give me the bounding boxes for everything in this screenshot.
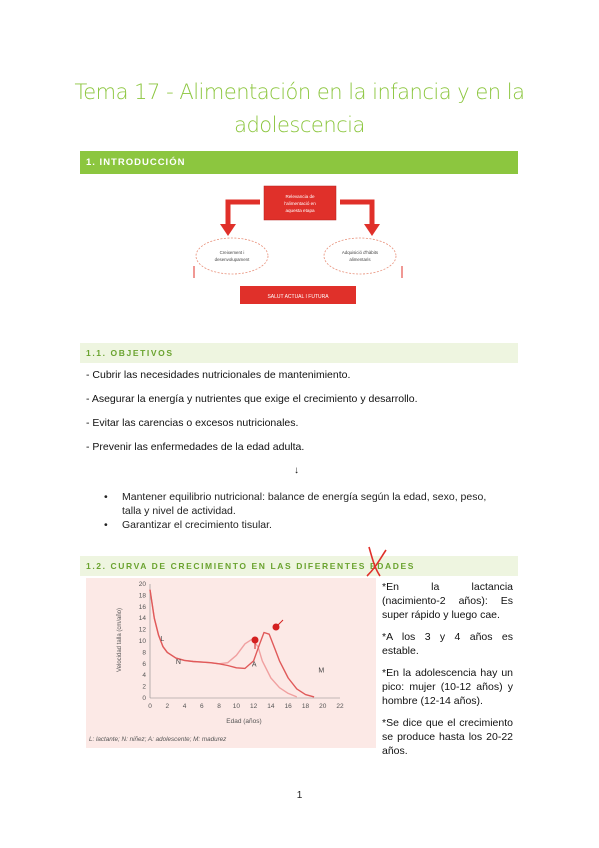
note: *Se dice que el crecimiento se produce hasta los 20-22 años. — [382, 717, 513, 757]
chart-y-axis-label: Velocidad talla (cm/año) — [117, 607, 123, 673]
objective-line: - Asegurar la energía y nutrientes que exige el crecimiento y desarrollo. — [86, 393, 418, 405]
y-tick-label: 8 — [142, 649, 146, 657]
objective-bullets — [104, 490, 504, 532]
diagram-top-text-3: aquesta etapa — [285, 208, 315, 213]
arrow-right — [340, 202, 372, 224]
x-tick-label: 14 — [267, 703, 275, 710]
x-tick-label: 12 — [250, 703, 258, 710]
objective-line: - Evitar las carencias o excesos nutricionales. — [86, 417, 299, 429]
x-tick-label: 0 — [148, 703, 152, 710]
x-tick-label: 2 — [165, 703, 170, 710]
objective-line: - Cubrir las necesidades nutricionales de mantenimiento. — [86, 369, 351, 381]
x-tick-label: 4 — [182, 703, 187, 710]
chart-notes — [382, 580, 513, 766]
stage-label: N — [175, 658, 181, 666]
down-arrow: ↓ — [294, 465, 299, 476]
y-tick-label: 10 — [138, 638, 146, 645]
y-tick-label: 4 — [142, 672, 146, 680]
x-tick-label: 6 — [200, 703, 204, 710]
y-tick-label: 18 — [138, 592, 146, 600]
x-tick-label: 16 — [284, 703, 292, 710]
y-tick-label: 6 — [142, 660, 146, 668]
bullet-item: • Mantener equilibrio nutricional: balance de energía según la edad, sexo, peso, talla y nivel de actividad. — [104, 490, 504, 518]
chart-caption: L: lactante; N: niñez; A: adolescente; M: madurez — [89, 736, 227, 743]
bullet-item: • Garantizar el crecimiento tisular. — [104, 518, 504, 532]
note: *A los 3 y 4 años es estable. — [382, 631, 513, 657]
diagram-right-oval — [324, 238, 396, 274]
y-tick-label: 12 — [138, 626, 146, 634]
objective-line: - Prevenir las enfermedades de la edad adulta. — [86, 441, 305, 453]
y-tick-label: 0 — [142, 695, 146, 702]
stage-label: A — [251, 661, 257, 669]
female-symbol-icon — [252, 637, 259, 644]
y-tick-label: 20 — [138, 581, 146, 588]
y-tick-label: 14 — [138, 615, 146, 623]
diagram-left-text-2: desenvolupament — [214, 257, 250, 262]
diagram-top-text-1: Relevancia de — [285, 194, 315, 199]
section-heading-introduccion: 1. INTRODUCCIÓN — [80, 151, 518, 174]
subsection-heading-objetivos: 1.1. OBJETIVOS — [80, 343, 518, 363]
note: *En la lactancia (nacimiento-2 años): Es super rápido y luego cae. — [382, 581, 513, 621]
page-number: 1 — [296, 790, 303, 801]
diagram-left-text-1: Creixement i — [219, 250, 245, 255]
diagram-bottom-text: SALUT ACTUAL I FUTURA — [267, 294, 329, 300]
growth-chart — [86, 578, 376, 748]
handwritten-mark — [364, 545, 390, 579]
arrow-left — [228, 202, 260, 224]
diagram-right-text-1: Adquisició d'hàbits — [341, 250, 379, 255]
stage-label: M — [318, 667, 325, 675]
subsection-heading-curva: 1.2. CURVA DE CRECIMIENTO EN LAS DIFERENTES EDADES — [80, 556, 518, 576]
note: *En la adolescencia hay un pico: mujer (10-12 años) y hombre (12-14 años). — [382, 667, 513, 707]
x-tick-label: 18 — [301, 703, 310, 710]
diagram-left-oval — [196, 238, 268, 274]
stage-label: L — [160, 636, 165, 643]
y-tick-label: 16 — [138, 603, 146, 611]
page-title: Tema 17 - Alimentación en la infancia y en la adolescencia — [74, 80, 525, 137]
diagram-top-text-2: l'alimentació en — [284, 201, 316, 206]
x-tick-label: 8 — [217, 703, 221, 710]
x-tick-label: 20 — [319, 703, 327, 710]
diagram-right-text-2: alimentaris — [349, 257, 371, 262]
y-tick-label: 2 — [142, 683, 146, 691]
chart-x-axis-label: Edad (años) — [226, 718, 262, 725]
x-tick-label: 22 — [336, 703, 344, 710]
x-tick-label: 10 — [232, 703, 240, 710]
introduction-diagram — [190, 184, 410, 310]
